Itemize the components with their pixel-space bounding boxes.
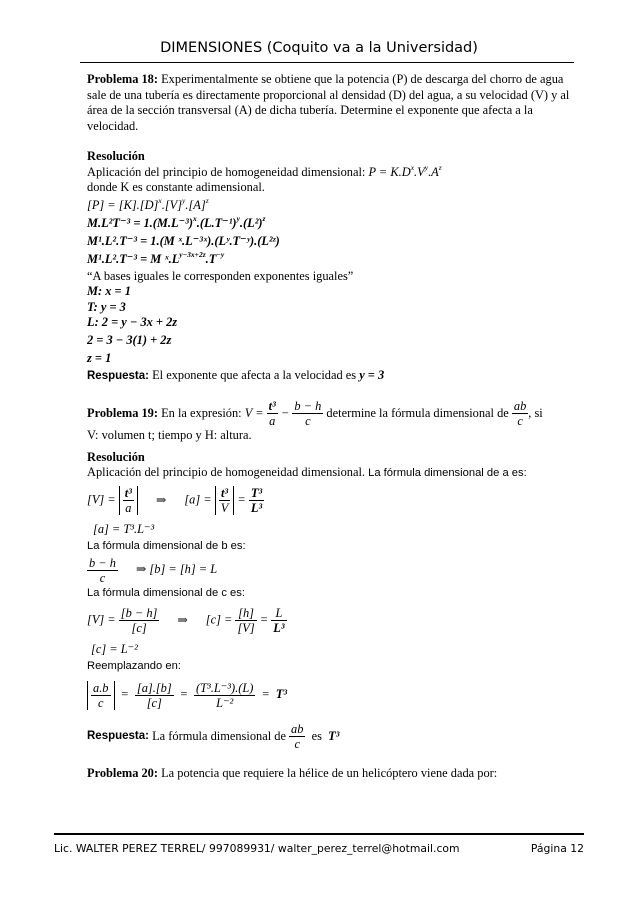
substitution-line: 2 = 3 − 3(1) + 2z (87, 332, 172, 347)
homogeneity-principle-line: Aplicación del principio de homogeneidad dimensional: $P = K.D^x.V^y.A^z$ (87, 162, 442, 179)
problem-20-statement: Problema 20: La potencia que requiere la hélice de un helicóptero viene dada por: (87, 766, 498, 780)
equation-1: $[P] = [K].[D]^x.[V]^y.[A]^z$ (87, 195, 209, 212)
t-exponent-line: T: y = 3 (87, 299, 126, 314)
problem-19-answer: Respuesta: La fórmula dimensional de $\frac{ab}{c}$ es T³ (87, 722, 340, 751)
power-formula: $P = K.D^x.V^y.A^z$ (368, 162, 442, 179)
problem-19-statement: Problema 19: En la expresión: V = $\frac{\text{t³}}{a}$ − $\frac{b - h}{c}$ determine la fórmula dimensional de $\frac{ab}{c}$ , si (87, 399, 543, 428)
resolution-heading: Resolución (87, 149, 145, 163)
constant-note: donde K es constante adimensional. (87, 180, 265, 194)
b-dimension-label: La fórmula dimensional de b es: (87, 539, 246, 552)
problem-18-answer: Respuesta: El exponente que afecta a la velocidad es y = 3 (87, 367, 385, 382)
problem-18-text: Experimentalmente se obtiene que la potencia (P) de descarga del chorro de agua sale de una tubería es directamente proporcional al densidad (D) del agua, a su velocidad (V) y al área de la sección transversal (A) de dicha tubería. Determine el exponente que afecta a la velocidad. (87, 72, 570, 133)
document-body (87, 72, 575, 782)
z-result-line: z = 1 (87, 350, 112, 365)
a-dimension-derivation: [V] = $\frac{\text{t³}}{a}$ ⇒ [a] = $\frac{\text{t³}}{V}$ = $\frac{\text{T³}}{\text{L³}}$ (87, 486, 263, 515)
footer-author: Lic. WALTER PEREZ TERREL/ 997089931/ walter_perez_terrel@hotmail.com (54, 842, 460, 855)
resolution-heading-19: Resolución (87, 449, 145, 464)
equation-3: M¹.L².T⁻³ = 1.(M ˣ.L⁻³ˣ).(Lʸ.T⁻ʸ).(L²ᶻ) (87, 233, 280, 248)
fraction-b-h-over-c: $\frac{b - h}{c}$ (294, 399, 322, 428)
a-result: [a] = T³.L⁻³ (93, 521, 155, 536)
fraction-ab-over-c: $\frac{ab}{c}$ (513, 399, 527, 428)
c-result: [c] = L⁻² (91, 641, 138, 656)
page-header: DIMENSIONES (Coquito va a la Universidad) (160, 40, 478, 56)
problem-18-label: Problema 18: (87, 72, 159, 86)
fraction-t3-over-a: $\frac{\text{t³}}{a}$ (268, 399, 276, 428)
problem-18-statement (87, 72, 575, 134)
variables-note: V: volumen t; tiempo y H: altura. (87, 428, 252, 442)
exponent-rule-quote: “A bases iguales le corresponden exponentes iguales” (87, 268, 354, 283)
header-rule (80, 62, 574, 63)
c-dimension-derivation: [V] = $\frac{[b - h]}{[c]}$ ⇒ [c] = $\frac{[h]}{[V]}$ = $\frac{L}{\text{L³}}$ (87, 606, 285, 635)
substitution-label: Reemplazando en: (87, 659, 181, 672)
footer-rule (54, 833, 584, 835)
equation-2: $M.L^2T^{-3} = 1.(M.L^{-3})^x.(L.T^{-1})^y.(L^2)^z$ (87, 213, 266, 230)
l-exponent-line: L: 2 = y − 3x + 2z (87, 315, 178, 329)
homogeneity-principle-line-19: Aplicación del principio de homogeneidad dimensional. La fórmula dimensional de a es: (87, 465, 527, 479)
final-substitution: $\frac{a.b}{c}$ = $\frac{[a].[b]}{[c]}$ = $\frac{\text{(T³.L⁻³).(L)}}{\text{L⁻²}}$ = T³ (87, 674, 575, 716)
expression-v: V = (244, 405, 267, 420)
c-dimension-label: La fórmula dimensional de c es: (87, 587, 245, 599)
footer-page-number: Página 12 (530, 842, 584, 855)
equation-4: M¹.L².T⁻³ = M $ˣ.L^{y-3x+2z}.T^{-y}$ (87, 249, 225, 266)
m-exponent-line: M: x = 1 (87, 284, 131, 298)
b-dimension-derivation: $\frac{b - h}{c}$ ⇒ [b] = [h] = L (89, 555, 218, 585)
